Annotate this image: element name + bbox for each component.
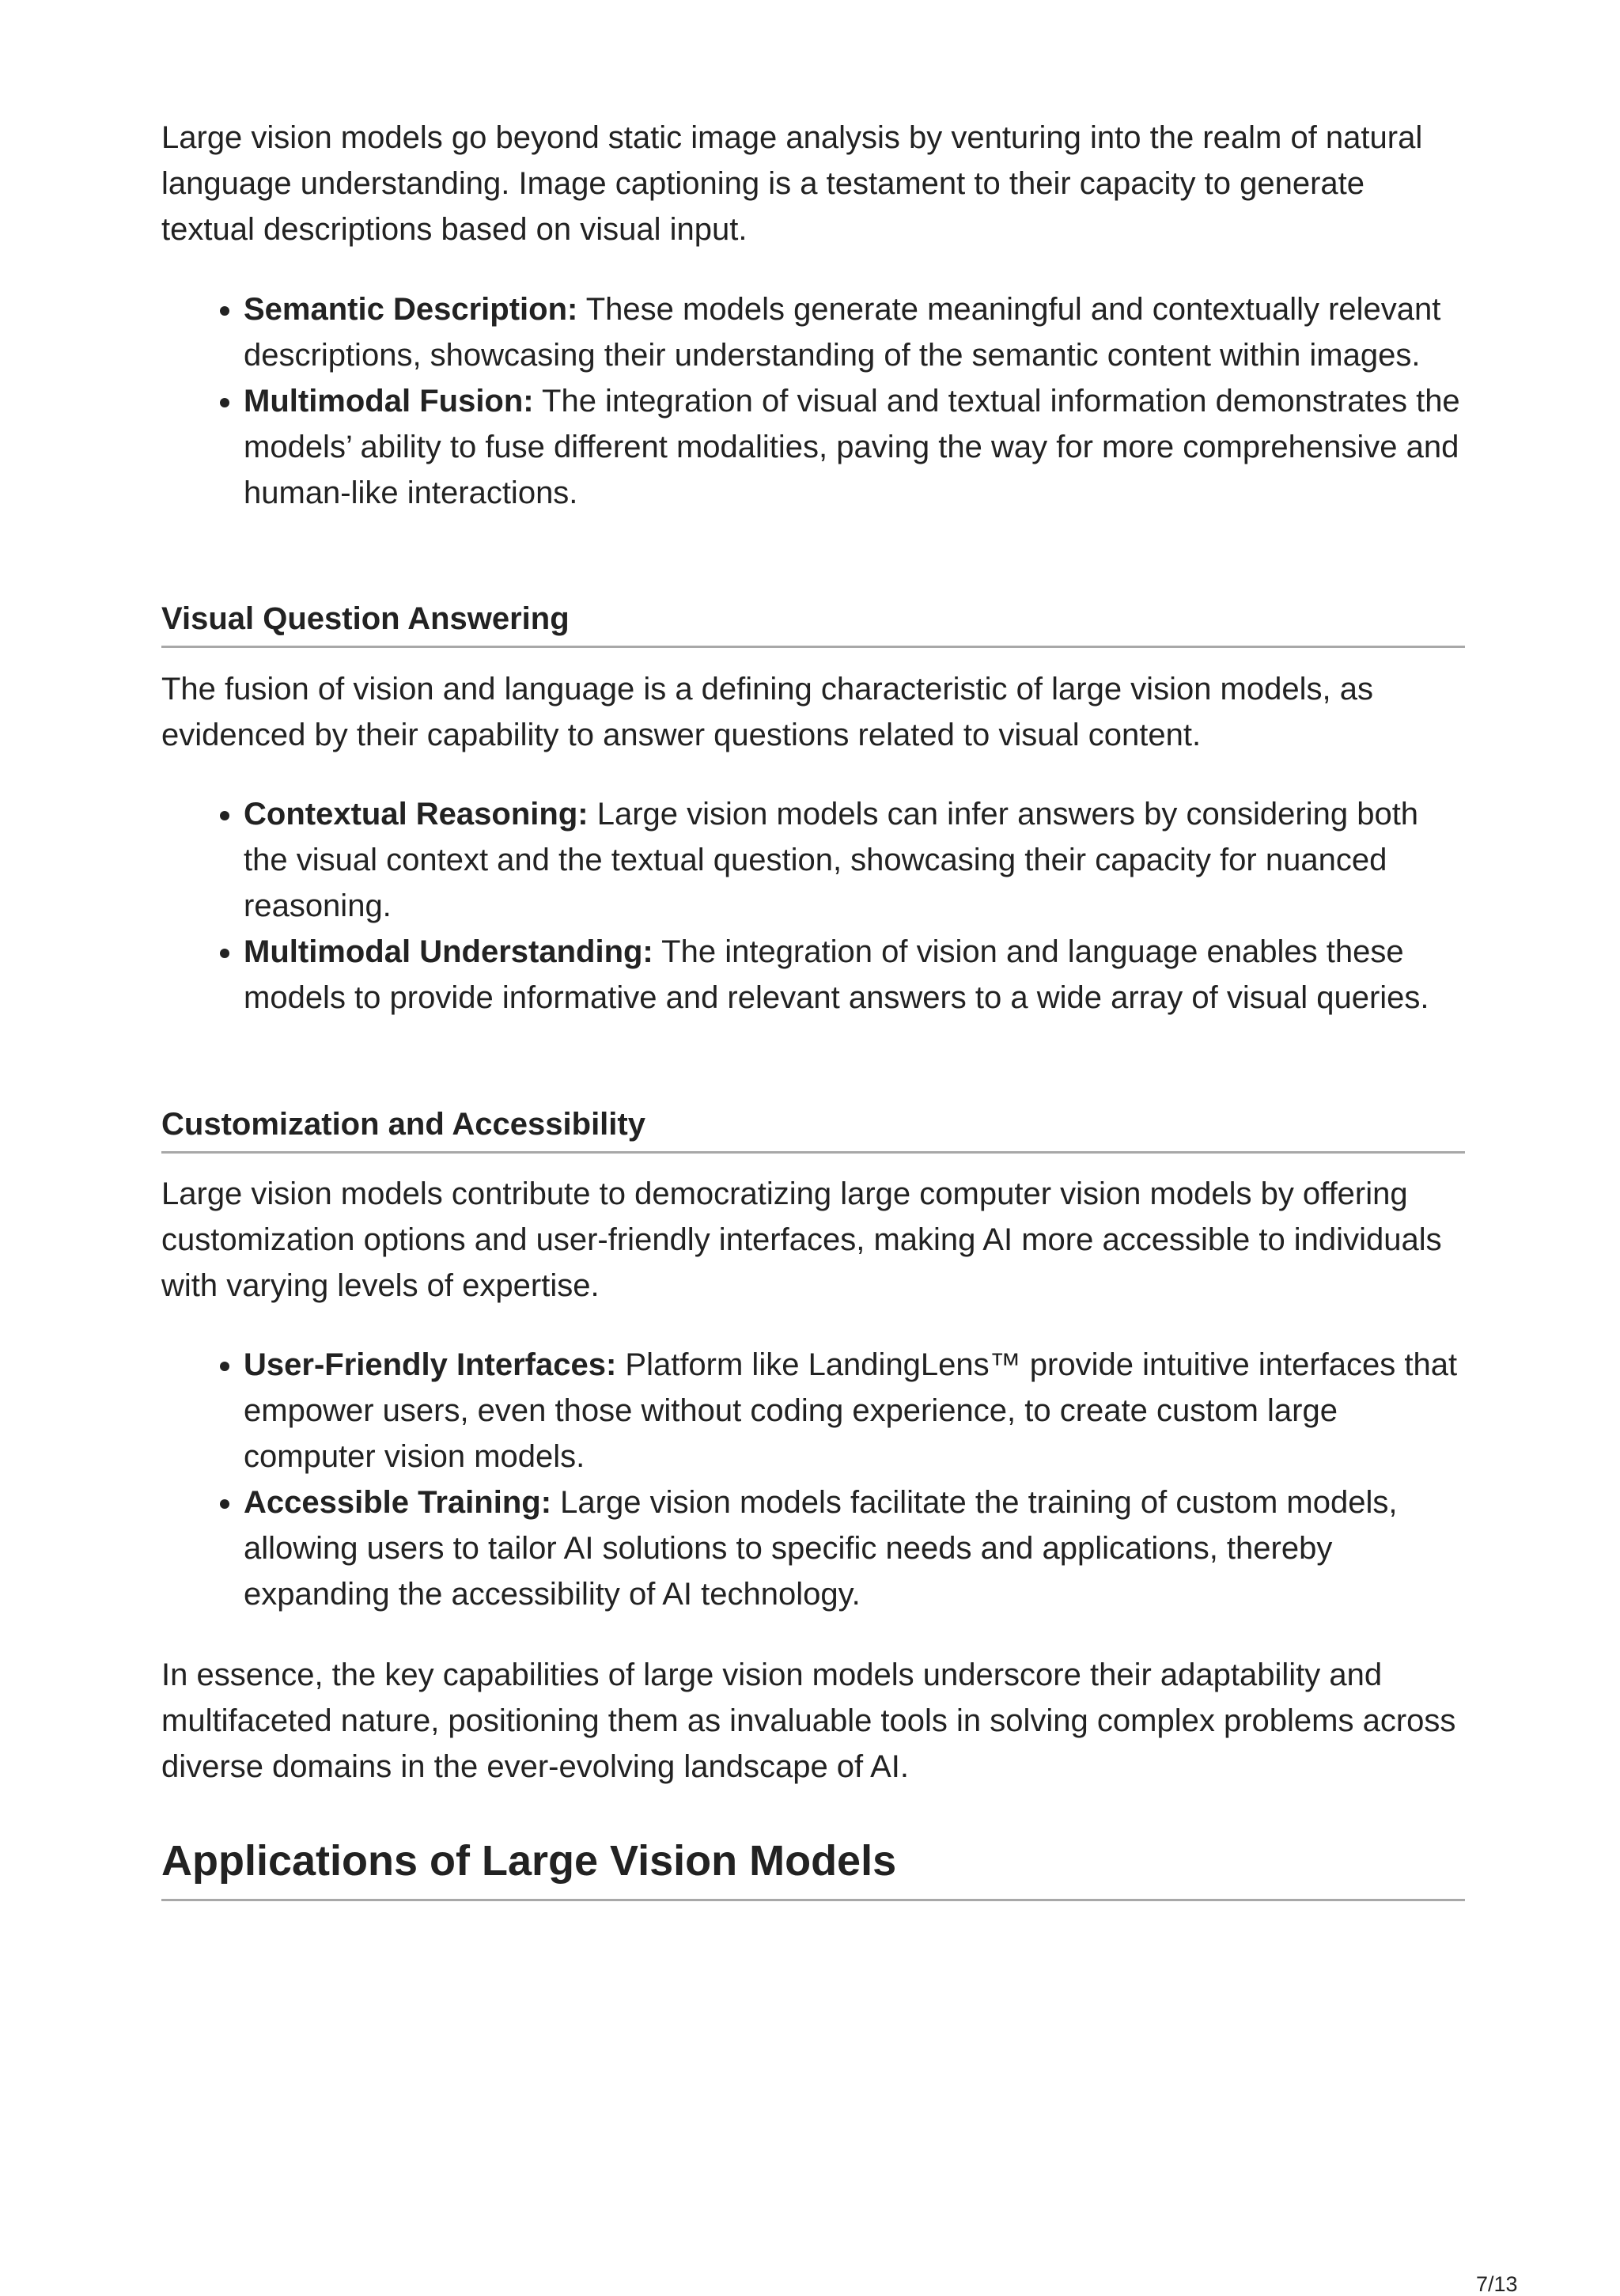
bullet-term: Multimodal Fusion: bbox=[244, 384, 534, 419]
bullet-text: Large vision models facilitate the training of custom models, allowing users to tailor AI solutions to specific needs and applications, thereby expanding the accessibility of AI technology. bbox=[244, 1485, 1398, 1612]
bullet-term: Accessible Training: bbox=[244, 1485, 552, 1520]
page-number: 7/13 bbox=[1476, 2272, 1518, 2296]
section-heading-vqa: Visual Question Answering bbox=[161, 599, 1465, 648]
bullet-text: Large vision models can infer answers by considering both the visual context and the textual question, showcasing their capacity for nuanced reasoning. bbox=[244, 797, 1419, 923]
bullet-term: Contextual Reasoning: bbox=[244, 797, 589, 832]
bullet-text: Platform like LandingLens™ provide intuitive interfaces that empower users, even those without coding experience, to create custom large computer vision models. bbox=[244, 1347, 1458, 1474]
list-item bbox=[244, 378, 1465, 516]
bullet-term: Multimodal Understanding: bbox=[244, 934, 653, 969]
bullet-text: The integration of vision and language enables these models to provide informative and relevant answers to a wide array of visual queries. bbox=[244, 934, 1429, 1015]
intro-paragraph: Large vision models go beyond static image analysis by venturing into the realm of natural language understanding. Image captioning is a testament to their capacity to generate textual descriptions based on visual input. bbox=[161, 120, 1423, 247]
vqa-bullet-list bbox=[161, 791, 1465, 1021]
list-item bbox=[244, 1342, 1465, 1480]
customization-bullet-list bbox=[161, 1342, 1465, 1617]
bullet-text: The integration of visual and textual information demonstrates the models’ ability to fuse different modalities, paving the way for more comprehensive and human-like interactions. bbox=[244, 384, 1460, 510]
section-heading-customization: Customization and Accessibility bbox=[161, 1104, 1465, 1154]
bullet-term: User-Friendly Interfaces: bbox=[244, 1347, 617, 1382]
list-item bbox=[244, 286, 1465, 378]
list-item bbox=[244, 791, 1465, 929]
vqa-paragraph: The fusion of vision and language is a defining characteristic of large vision models, as evidenced by their capability to answer questions related to visual content. bbox=[161, 672, 1373, 752]
section-heading-applications: Applications of Large Vision Models bbox=[161, 1834, 1465, 1901]
bullet-term: Semantic Description: bbox=[244, 292, 578, 327]
list-item bbox=[244, 1480, 1465, 1617]
intro-bullet-list bbox=[161, 286, 1465, 516]
customization-paragraph: Large vision models contribute to democratizing large computer vision models by offering customization options and user-friendly interfaces, making AI more accessible to individuals with varying levels of expertise. bbox=[161, 1176, 1442, 1303]
bullet-text: These models generate meaningful and contextually relevant descriptions, showcasing their understanding of the semantic content within images. bbox=[244, 292, 1441, 373]
conclusion-paragraph: In essence, the key capabilities of large vision models underscore their adaptability and multifaceted nature, positioning them as invaluable tools in solving complex problems across diverse domains in the ever-evolving landscape of AI. bbox=[161, 1658, 1456, 1784]
list-item bbox=[244, 929, 1465, 1021]
